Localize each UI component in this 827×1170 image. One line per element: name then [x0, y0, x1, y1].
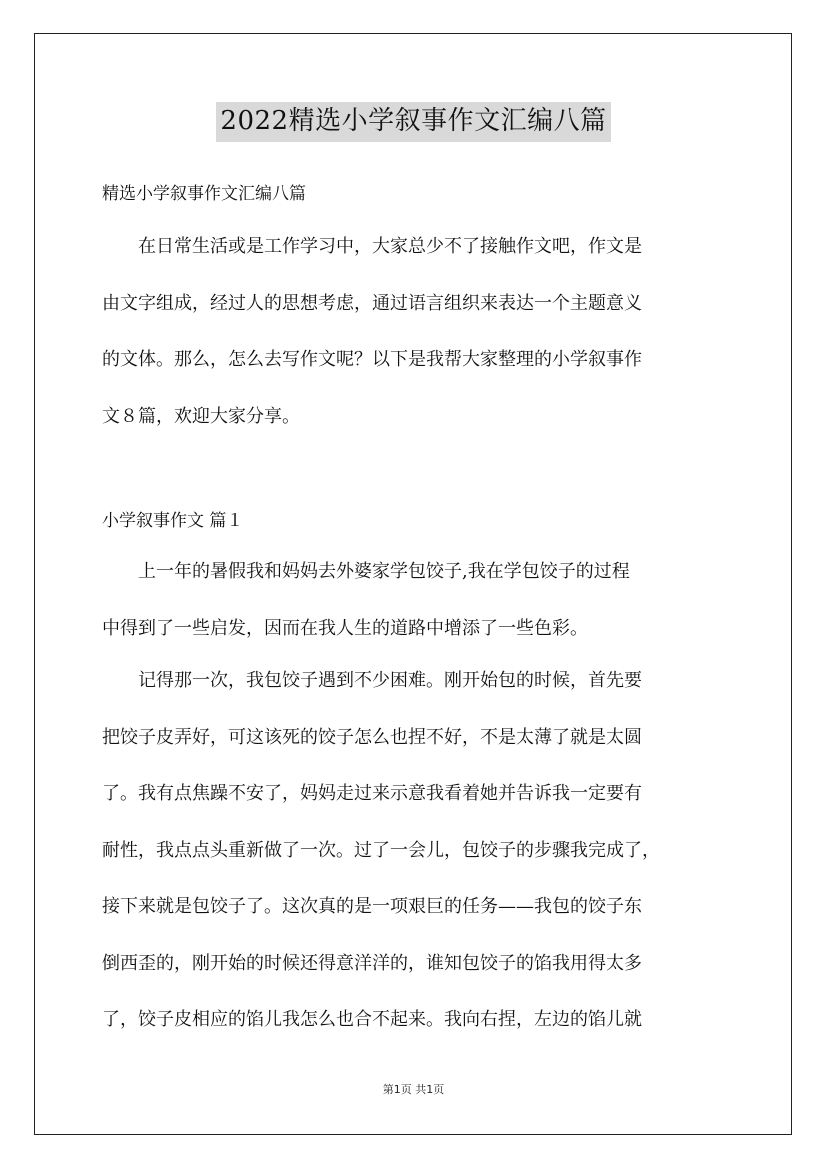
story-line: 上一年的暑假我和妈妈去外婆家学包饺子,我在学包饺子的过程 — [102, 561, 630, 582]
intro-line: 文８篇，欢迎大家分享。 — [102, 405, 300, 427]
page-footer: 第1页 共1页 — [382, 1083, 445, 1096]
story-paragraph-1 — [102, 544, 738, 657]
story-line: 倒西歪的，刚开始的时候还得意洋洋的，谁知包饺子的馅我用得太多 — [102, 952, 642, 974]
document-title: 2022精选小学叙事作文汇编八篇 — [216, 102, 610, 142]
story-line: 耐性，我点点头重新做了一次。过了一会儿，包饺子的步骤我完成了， — [102, 839, 660, 861]
intro-line: 由文字组成，经过人的思想考虑，通过语言组织来表达一个主题意义 — [102, 292, 642, 314]
intro-line: 在日常生活或是工作学习中，大家总少不了接触作文吧，作文是 — [102, 236, 642, 257]
story-line: 记得那一次，我包饺子遇到不少困难。刚开始包的时候，首先要 — [102, 670, 642, 691]
story-line: 中得到了一些启发，因而在我人生的道路中增添了一些色彩。 — [102, 617, 588, 639]
story-line: 了，饺子皮相应的馅儿我怎么也合不起来。我向右捏，左边的馅儿就 — [102, 1009, 642, 1030]
section-heading: 小学叙事作文 篇１ — [102, 511, 244, 531]
story-paragraph-2 — [102, 653, 738, 1049]
story-line: 接下来就是包饺子了。这次真的是一项艰巨的任务——我包的饺子东 — [102, 896, 642, 917]
intro-paragraph — [102, 219, 738, 445]
intro-line: 的文体。那么，怎么去写作文呢？以下是我帮大家整理的小学叙事作 — [102, 349, 642, 370]
story-line: 把饺子皮弄好，可这该死的饺子怎么也捏不好，不是太薄了就是太圆 — [102, 726, 642, 748]
document-subtitle: 精选小学叙事作文汇编八篇 — [102, 184, 306, 204]
title-container — [0, 102, 827, 142]
story-line: 了。我有点焦躁不安了，妈妈走过来示意我看着她并告诉我一定要有 — [102, 783, 642, 804]
